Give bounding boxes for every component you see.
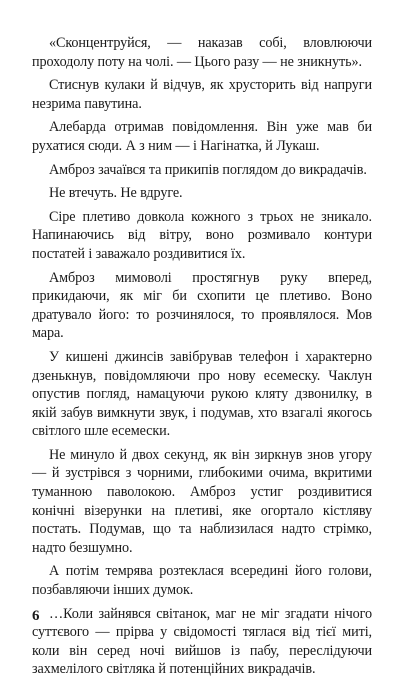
paragraph-9: Не минуло й двох секунд, як він зиркнув знов угору — й зустрівся з чорними, глибокими очима, вкритими туманною паволокою. Амброз устиг роздивитися конічні візерунки на плетиві, яке огортало кістляву постать. Подумав, що та наблизилася надто стрімко, надто безшумно. [32,446,372,556]
body-text [32,34,372,684]
paragraph-5: Не втечуть. Не вдруге. [49,185,183,202]
paragraph-2: Стиснув кулаки й відчув, як хрусторить від напруги незрима павутина. [32,77,372,112]
page-number: 6 [32,608,40,624]
paragraph-3: Алебарда отримав повідомлення. Він уже мав би рухатися сюди. А з ним — і Нагінатка, й Лукаш. [32,119,372,154]
paragraph-7: Амброз мимоволі простягнув руку вперед, прикидаючи, як міг би схопити це плетиво. Воно дратувало його: то розчинялося, то проявлялося. Мов мара. [32,269,372,342]
paragraph-4: Амброз зачаївся та прикипів поглядом до викрадачів. [49,161,367,178]
paragraph-1: «Сконцентруйся, — наказав собі, вловлюючи проходолу поту на чолі. — Цього разу — не зникнуть». [32,35,372,70]
paragraph-8: У кишені джинсів завібрував телефон і характерно дзенькнув, повідомляючи про нову есемеску. Чаклун опустив погляд, намацуючи рукою кляту дзвонилку, в якій забув вимкнути звук, і подумав, хто взагалі якогось світлого шле есемески. [32,348,372,440]
paragraph-11: …Коли зайнявся світанок, маг не міг згадати нічого суттєвого — прірва у свідомості тяглася від тієї миті, коли він серед ночі вийшов із пабу, переслідуючи захмелілого світляка й потенційних викрадачів. [32,605,372,678]
paragraph-6: Сіре плетиво довкола кожного з трьох не зникало. Напинаючись від вітру, воно розмивало контури постатей і заважало роздивитися їх. [32,208,372,262]
paragraph-10: А потім темрява розтеклася всередині його голови, позбавляючи інших думок. [32,563,372,599]
